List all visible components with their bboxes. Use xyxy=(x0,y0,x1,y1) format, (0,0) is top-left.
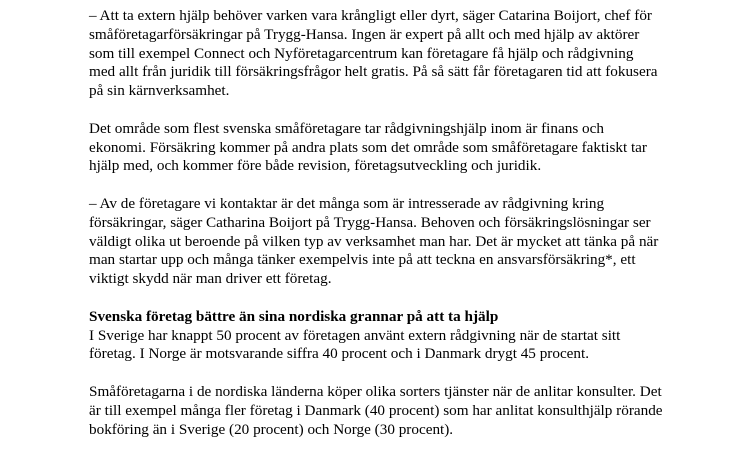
text-line: med allt från juridik till försäkringsfrågor helt gratis. På så sätt får företagaren tid att fokusera xyxy=(89,63,658,81)
text-line: väldigt olika ut beroende på vilken typ av verksamhet man har. Det är mycket att tänka på när xyxy=(89,232,659,250)
document-body xyxy=(89,7,729,458)
text-line: I Sverige har knappt 50 procent av företagen använt extern rådgivning när de startat sitt xyxy=(89,326,621,344)
text-line: som till exempel Connect och Nyföretagarcentrum kan företagare få hjälp och rådgivning xyxy=(89,44,634,62)
text-line: ekonomi. Försäkring kommer på andra plats som det område som småföretagare faktiskt tar xyxy=(89,138,647,156)
text-line: hjälp med, och kommer före både revision, företagsutveckling och juridik. xyxy=(89,157,542,175)
text-line: Det område som flest svenska småföretagare tar rådgivningshjälp inom är finans och xyxy=(89,119,604,137)
text-line: man startar upp och många tänker exempelvis inte på att teckna en ansvarsförsäkring*, ett xyxy=(89,251,636,269)
text-line: bokföring än i Sverige (20 procent) och Norge (30 procent). xyxy=(89,420,454,438)
paragraph-quote-insurance xyxy=(89,195,729,289)
text-line: småföretagarförsäkringar på Trygg-Hansa. Ingen är expert på allt och med hjälp av aktörer xyxy=(89,25,640,43)
paragraph-quote-boijort xyxy=(89,7,729,101)
paragraph-consulting-services xyxy=(89,383,729,439)
text-line: – Av de företagare vi kontaktar är det många som är intresserade av rådgivning kring xyxy=(89,194,605,212)
text-line: – Att ta extern hjälp behöver varken vara krångligt eller dyrt, säger Catarina Boijort, chef för xyxy=(89,7,652,24)
text-line: försäkringar, säger Catharina Boijort på Trygg-Hansa. Behoven och försäkringslösningar ser xyxy=(89,213,651,231)
paragraph-advice-areas xyxy=(89,120,729,176)
text-line: är till exempel många fler företag i Danmark (40 procent) som har anlitat konsulthjälp rörande xyxy=(89,401,663,419)
text-line: på sin kärnverksamhet. xyxy=(89,82,230,100)
text-line: viktigt skydd när man driver ett företag. xyxy=(89,270,332,288)
text-line: företag. I Norge är motsvarande siffra 40 procent och i Danmark drygt 45 procent. xyxy=(89,345,590,363)
section-heading: Svenska företag bättre än sina nordiska grannar på att ta hjälp xyxy=(89,307,499,325)
text-line: Småföretagarna i de nordiska länderna köper olika sorters tjänster när de anlitar konsulter. Det xyxy=(89,382,662,400)
section-nordic-comparison xyxy=(89,308,729,364)
